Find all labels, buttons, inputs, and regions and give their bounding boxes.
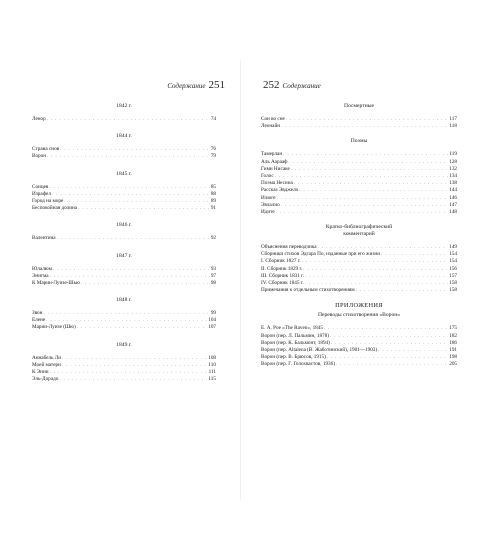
entry-page: 92 [210, 235, 216, 242]
toc-section [261, 103, 457, 130]
section-heading: Посмертные [344, 103, 374, 109]
entry-page: 191 [449, 346, 457, 353]
entry-title: Примечания к отдельным стихотворениям [261, 287, 355, 294]
dot-leader [47, 153, 210, 160]
right-running-title: Содержание [282, 82, 321, 90]
entry-page: 156 [449, 265, 457, 272]
right-page [241, 0, 482, 546]
entry-title: Объяснения переводчика [261, 244, 317, 251]
entry-page: 205 [449, 361, 457, 368]
entry-page: 158 [449, 287, 457, 294]
entry-page: 91 [210, 205, 216, 212]
toc-entry [261, 361, 457, 368]
entry-page: 154 [449, 258, 457, 265]
left-running-title: Содержание [167, 82, 206, 90]
dot-leader [303, 266, 448, 273]
entry-title: Сборники стихов Эдгара По, изданные при его жизни [261, 251, 380, 258]
entry-page: 144 [449, 187, 457, 194]
toc-section [32, 103, 216, 123]
toc-entry [261, 258, 457, 265]
dot-leader [47, 116, 210, 123]
left-page-number: 251 [208, 79, 225, 91]
dot-leader [356, 287, 449, 294]
entry-page: 154 [449, 251, 457, 258]
entry-page: 157 [449, 272, 457, 279]
toc-entry [261, 333, 457, 340]
entry-page: 182 [449, 332, 457, 339]
entry-page: 146 [449, 194, 457, 201]
dot-leader [49, 184, 209, 191]
toc-entry [32, 355, 216, 362]
section-heading: 1845 г. [116, 170, 132, 177]
entry-title: Эль-Дорадо [32, 376, 59, 383]
entry-title: Поэма Несина [261, 180, 293, 187]
toc-entry [261, 180, 457, 187]
entry-page: 134 [449, 172, 457, 179]
entry-title: III. Сборник 1831 г. [261, 272, 305, 279]
section-gap [32, 332, 216, 342]
entry-title: Ворон (пер. Л. Пальмин, 1878) [261, 332, 329, 339]
dot-leader [294, 180, 448, 187]
entry-title: К Марии-Луизе-Шью [32, 279, 80, 286]
entry-page: 93 [210, 265, 216, 272]
toc-entry [32, 376, 216, 383]
toc-entry [32, 324, 216, 331]
dot-leader [81, 280, 210, 287]
entry-title: Аль Аарааф [261, 158, 288, 165]
section-gap [32, 161, 216, 171]
toc-entry [261, 187, 457, 194]
entry-page: 175 [449, 325, 457, 332]
section-heading: Кратко-библиографический комментарий [325, 224, 393, 238]
entry-title: Энигма [32, 272, 49, 279]
entry-page: 85 [210, 183, 216, 190]
entry-title: Ленор [32, 116, 46, 122]
dot-leader [275, 173, 449, 180]
entry-page: 88 [210, 190, 216, 197]
entry-page: 111 [208, 369, 216, 375]
entry-page: 107 [208, 324, 216, 331]
toc-entry [261, 195, 457, 202]
toc-entry [261, 209, 457, 216]
toc-entry [32, 146, 216, 153]
toc-entry [32, 184, 216, 191]
entry-title: Ворон (пер. Altalena (В. Жаботинский), 1901—1903) [261, 346, 378, 353]
entry-page: 128 [449, 158, 457, 165]
toc-section [32, 297, 216, 332]
left-toc [32, 103, 216, 383]
entry-page: 104 [208, 317, 216, 324]
entry-title: Юлалюм [32, 265, 52, 272]
section-gap [261, 130, 457, 138]
entry-page: 79 [210, 153, 216, 160]
toc-entry [32, 235, 216, 242]
toc-entry [261, 202, 457, 209]
entry-title: Сон во сне [261, 116, 285, 122]
entry-title: Эвлалио [261, 201, 280, 208]
entry-title: Елене [32, 317, 46, 324]
entry-title: IV. Сборник 1845 г. [261, 280, 304, 286]
toc-entry [32, 362, 216, 369]
toc-entry [32, 280, 216, 287]
entry-page: 119 [449, 151, 457, 158]
section-heading: 1847 г. [116, 252, 132, 259]
entry-page: 76 [210, 146, 216, 153]
entry-title: Валентина [32, 235, 56, 242]
dot-leader [277, 195, 449, 202]
section-heading: 1844 г. [116, 133, 132, 140]
toc-entry [261, 280, 457, 287]
entry-title: Идите [261, 208, 275, 215]
dot-leader [59, 376, 207, 383]
toc-entry [32, 369, 216, 376]
section-gap [261, 294, 457, 302]
toc-entry [32, 116, 216, 123]
dot-leader [305, 273, 448, 280]
section-gap [261, 216, 457, 224]
entry-title: Марии-Луизе (Шю) [32, 324, 76, 331]
entry-title: Ворон [32, 153, 47, 160]
toc-entry [261, 325, 457, 332]
toc-entry [261, 287, 457, 294]
entry-page: 149 [449, 244, 457, 251]
entry-title: Город на море [32, 197, 64, 204]
entry-title: К Энни [32, 369, 49, 375]
dot-leader [43, 310, 209, 317]
dot-leader [327, 354, 448, 361]
entry-page: 158 [449, 280, 457, 286]
toc-entry [261, 123, 457, 130]
dot-leader [281, 202, 449, 209]
entry-page: 148 [449, 208, 457, 215]
section-gap [32, 287, 216, 297]
section-gap [32, 123, 216, 133]
entry-page: 74 [210, 116, 216, 122]
dot-leader [57, 235, 210, 242]
entry-title: Аннабель Ли [32, 354, 62, 361]
entry-title: Илюге [261, 194, 276, 201]
dot-leader [305, 280, 449, 287]
section-heading: Поэмы [350, 138, 368, 145]
left-running-header [167, 79, 225, 91]
entry-title: Ворон (пер. К. Бальмонт, 1894) [261, 339, 330, 346]
entry-title: Леонайн [261, 123, 281, 130]
toc-entry [32, 205, 216, 212]
dot-leader [331, 340, 448, 347]
toc-section [32, 253, 216, 288]
entry-title: Гимн Нисаке [261, 165, 290, 172]
dot-leader [60, 146, 210, 153]
entry-title: Ворон (пер. В. Брюсов, 1915) [261, 354, 326, 361]
entry-page: 98 [210, 279, 216, 286]
toc-section [32, 133, 216, 160]
entry-page: 186 [449, 339, 457, 346]
toc-entry [32, 191, 216, 198]
section-gap [32, 212, 216, 222]
entry-page: 147 [449, 201, 457, 208]
dot-leader [289, 159, 449, 166]
entry-page: 97 [210, 272, 216, 279]
entry-page: 115 [208, 376, 216, 383]
entry-page: 138 [449, 180, 457, 187]
entry-title: Е. А. Poe «The Raven», 1845 [261, 325, 323, 332]
section-heading: 1849 г. [116, 341, 132, 348]
entry-title: I. Сборник 1827 г. [261, 258, 301, 265]
toc-entry [32, 310, 216, 317]
dot-leader [52, 191, 210, 198]
toc-entry [261, 159, 457, 166]
entry-page: 108 [208, 354, 216, 361]
section-subheading: Переводы стихотворения «Ворон» [317, 312, 401, 319]
entry-title: Израфел [32, 190, 51, 197]
dot-leader [276, 209, 448, 216]
toc-entry [32, 266, 216, 273]
dot-leader [50, 273, 210, 280]
toc-entry [261, 273, 457, 280]
entry-page: 110 [208, 361, 216, 368]
toc-entry [261, 266, 457, 273]
right-page-number: 252 [263, 79, 280, 91]
entry-title: Ворон (пер. Г. Голохвастов, 1936) [261, 361, 335, 368]
toc-entry [32, 153, 216, 160]
dot-leader [330, 333, 448, 340]
dot-leader [299, 187, 448, 194]
entry-title: Страна снов [32, 146, 60, 153]
toc-entry [261, 151, 457, 158]
section-heading: 1846 г. [116, 222, 132, 229]
entry-title: Тамерлан [261, 151, 283, 158]
entry-page: 118 [449, 123, 457, 130]
entry-page: 99 [210, 310, 216, 317]
toc-entry [261, 173, 457, 180]
toc-entry [261, 166, 457, 173]
entry-page: 198 [449, 354, 457, 361]
dot-leader [50, 369, 208, 376]
section-heading: 1842 г. [116, 103, 132, 109]
dot-leader [286, 116, 449, 123]
entry-title: Рассказ Эвджело [261, 187, 299, 194]
toc-entry [261, 116, 457, 123]
toc-section [261, 138, 457, 216]
toc-section [32, 222, 216, 242]
entry-title: Голос [261, 172, 274, 179]
entry-page: 132 [449, 165, 457, 172]
dot-leader [78, 205, 210, 212]
section-heading: ПРИЛОЖЕНИЯ [335, 302, 383, 310]
toc-section [261, 302, 457, 368]
toc-section [261, 224, 457, 294]
toc-section [32, 171, 216, 213]
dot-leader [281, 123, 448, 130]
entry-title: Сонцев [32, 183, 49, 190]
dot-leader [324, 325, 448, 332]
toc-section [32, 342, 216, 384]
dot-leader [53, 266, 210, 273]
entry-title: Звон [32, 310, 43, 317]
entry-page: 117 [449, 116, 457, 122]
entry-title: II. Сборник 1829 г. [261, 265, 303, 272]
section-heading: 1848 г. [116, 297, 132, 304]
toc-entry [261, 340, 457, 347]
dot-leader [62, 362, 208, 369]
dot-leader [77, 324, 207, 331]
entry-title: Беспокойная долина [32, 205, 78, 212]
entry-title: Моей матери [32, 361, 61, 368]
dot-leader [283, 151, 448, 158]
toc-entry [32, 273, 216, 280]
right-running-header [263, 79, 321, 91]
right-toc [261, 103, 457, 369]
section-gap [32, 243, 216, 253]
dot-leader [381, 251, 448, 258]
entry-page: 89 [210, 197, 216, 204]
dot-leader [64, 198, 210, 205]
dot-leader [291, 166, 448, 173]
dot-leader [302, 258, 449, 265]
dot-leader [336, 361, 448, 368]
dot-leader [62, 355, 207, 362]
dot-leader [378, 347, 448, 354]
